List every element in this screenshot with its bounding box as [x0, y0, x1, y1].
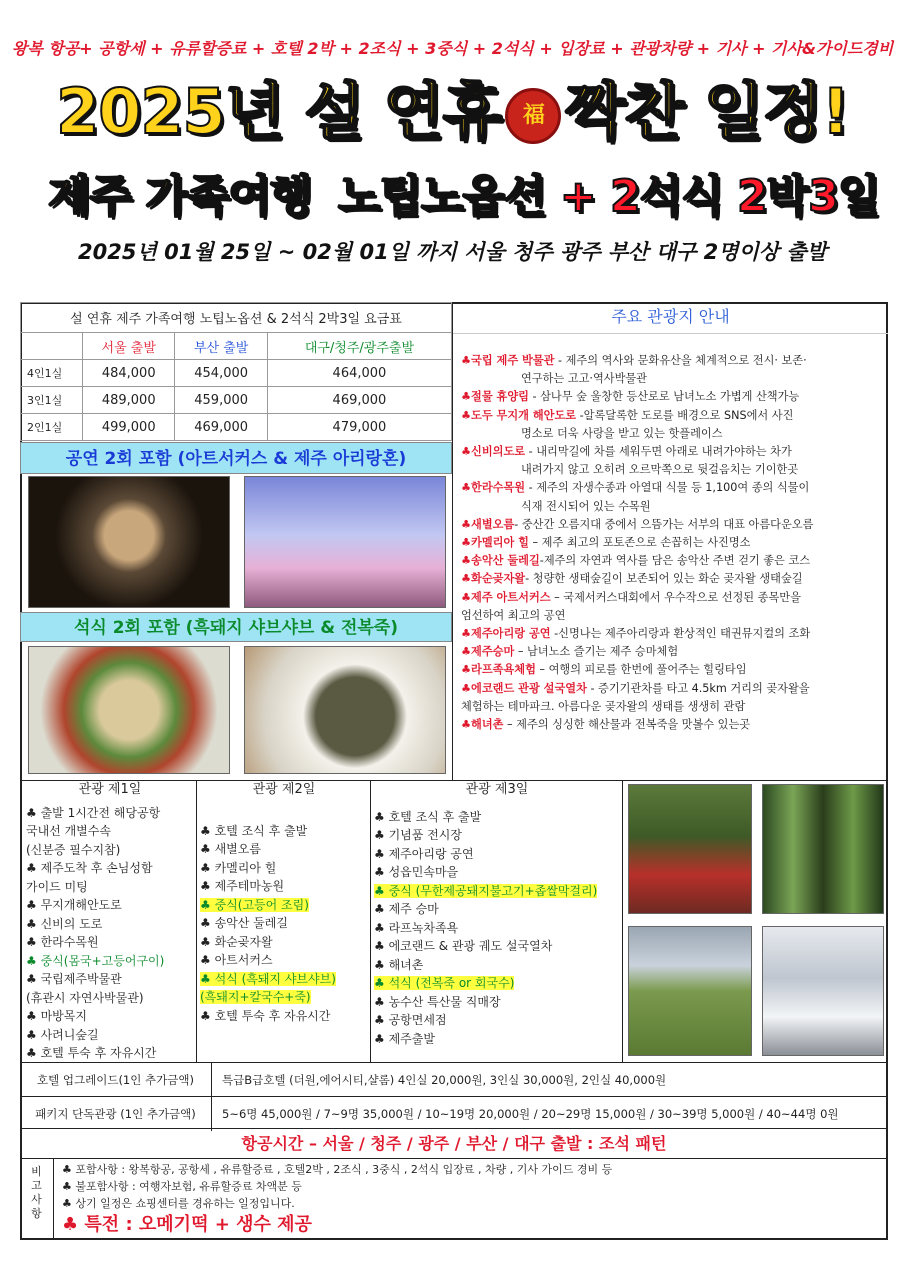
club-icon: ♣ — [461, 408, 472, 422]
sight-name: 새별오름 — [471, 517, 515, 531]
price-table-caption: 설 연휴 제주 가족여행 노팁노옵션 & 2석식 2박3일 요금표 — [21, 303, 452, 333]
title-right: 짝찬 일정! — [565, 75, 849, 148]
flight-info: 항공시간 – 서울 / 청주 / 광주 / 부산 / 대구 출발 : 조석 패턴 — [20, 1128, 888, 1158]
travel-dates: 2025년 01월 25일 ~ 02월 01일 까지 서울 청주 광주 부산 대구 2명이상 출발 — [78, 240, 827, 264]
sight-desc: - 중산간 오름지대 중에서 으뜸가는 서부의 대표 아름다운오름 — [514, 517, 814, 531]
club-icon: ♣ — [461, 517, 472, 531]
divider — [622, 780, 623, 1062]
sights-list — [453, 334, 888, 734]
sight-desc: – 제주의 싱싱한 해산물과 전복죽을 맛볼수 있는곳 — [503, 718, 751, 732]
fortune-seal-icon: 福 — [505, 88, 561, 144]
list-item: ♣ 제주테마농원 — [200, 879, 285, 893]
table-row: 2인1실 499,000 469,000 479,000 — [21, 414, 452, 441]
notes-section — [20, 1158, 888, 1240]
list-item: ♣ 신비의 도로 — [26, 916, 103, 931]
hotel-upgrade-value: 특급B급호텔 (더원,에어시티,샬롬) 4인실 20,000원, 3인실 30,000원, 2인실 40,000원 — [222, 1073, 667, 1087]
list-item: ♣ 출발 1시간전 해당공항 — [26, 805, 161, 820]
day-title: 관광 제3일 — [465, 782, 529, 797]
list-item — [461, 443, 882, 479]
title-jeju-family: 제주 가족여행 — [48, 171, 312, 222]
club-icon: ♣ — [461, 718, 472, 732]
list-item: ♣ 한라수목원 — [26, 935, 99, 949]
list-item: (휴관시 자연사박물관) — [26, 990, 144, 1005]
list-item: ♣ 마방목지 — [26, 1009, 87, 1023]
title-left: 2025년 설 연휴 — [56, 75, 502, 148]
club-icon: ♣ — [461, 536, 472, 550]
sight-desc: -제주의 자연과 역사를 담은 송악산 주변 걷기 좋은 코스 — [539, 554, 811, 568]
club-icon: ♣ — [461, 681, 472, 695]
list-item — [461, 643, 882, 661]
sight-name: 절물 휴양림 — [471, 390, 529, 404]
sight-name: 한라수목원 — [471, 481, 526, 495]
list-item — [461, 407, 882, 443]
sight-name: 해녀촌 — [471, 718, 504, 732]
sight-desc: - 삼나무 숲 울창한 등산로로 남녀노소 가볍게 산책가능 — [528, 390, 800, 404]
itinerary-day3 — [374, 781, 620, 1048]
sights-title: 주요 관광지 안내 — [453, 302, 888, 334]
list-item: ♣ 사려니숲길 — [26, 1027, 99, 1042]
day-title: 관광 제2일 — [252, 782, 316, 797]
sight-name: 송악산 둘레길 — [471, 554, 540, 568]
list-item: 국내선 개별수속 — [26, 824, 111, 838]
list-item: ♣ 라프녹차족욕 — [374, 920, 459, 935]
table-row: 4인1실 484,000 454,000 464,000 — [21, 360, 452, 387]
sight-desc-cont: 식재 전시되어 있는 수목원 — [521, 499, 651, 513]
list-item: ♣ 송악산 둘레길 — [200, 916, 288, 930]
sight-desc: - 청량한 생태숲길이 보존되어 있는 화순 곶자왈 생태숲길 — [525, 572, 803, 586]
sights-panel — [452, 302, 888, 780]
itinerary-day2 — [200, 781, 368, 1025]
sight-desc: - 내리막길에 차를 세워두면 아래로 내려가야하는 차가 — [525, 445, 792, 459]
list-item: ♣ 석식 (전복죽 or 회국수) — [374, 976, 515, 990]
sight-desc-cont: 내려가지 않고 오히려 오르막쪽으로 뒷걸음치는 기이한곳 — [521, 463, 799, 477]
list-item: ♣ 새별오름 — [200, 842, 261, 856]
club-icon: ♣ — [461, 390, 472, 404]
private-tour-row — [20, 1096, 888, 1130]
club-icon: ♣ — [461, 590, 472, 604]
list-item: (흑돼지+칼국수+죽) — [200, 990, 311, 1004]
note-excluded: ♣ 불포함사항 : 여행자보험, 유류할증료 차액분 등 — [62, 1180, 302, 1193]
list-item: (신분증 필수지참) — [26, 842, 121, 857]
club-icon: ♣ — [461, 645, 472, 659]
divider — [196, 780, 197, 1062]
private-tour-value: 5~6명 45,000원 / 7~9명 35,000원 / 10~19명 20,000원 / 20~29명 15,000원 / 30~39명 5,000원 / 40~44명 0원 — [222, 1107, 839, 1121]
title-notip: 노팁노옵션 + 2석식 2박3일 — [338, 171, 880, 222]
sight-name: 도두 무지개 해안도로 — [471, 408, 577, 422]
price-col-busan: 부산 출발 — [175, 333, 267, 360]
sight-desc: -신명나는 제주아리랑과 환상적인 태권뮤지컬의 조화 — [550, 627, 811, 641]
list-item: ♣ 해녀촌 — [374, 957, 424, 972]
sight-name: 카멜리아 힐 — [471, 536, 529, 550]
list-item: ♣ 호텔 조식 후 출발 — [200, 823, 308, 838]
price-col-blank — [21, 333, 83, 360]
price-col-daegu: 대구/청주/광주출발 — [267, 333, 451, 360]
list-item — [461, 388, 882, 406]
sight-desc: – 국제서커스대회에서 우수작으로 선정된 종목만을 — [550, 590, 801, 604]
sight-desc: - 제주의 역사와 문화유산을 체계적으로 전시· 보존· — [554, 354, 807, 367]
sight-name: 제주아리랑 공연 — [471, 627, 551, 641]
club-icon: ♣ — [461, 627, 472, 641]
sight-desc: - 증기기관차를 타고 4.5km 거리의 곶자왈을 — [586, 681, 810, 695]
sight-desc: – 여행의 피로를 한번에 풀어주는 힐링타임 — [535, 663, 747, 677]
horse-ranch-photo — [628, 926, 752, 1056]
list-item — [461, 661, 882, 679]
day-title: 관광 제1일 — [78, 782, 142, 797]
list-item: ♣ 제주도착 후 손님성함 — [26, 861, 153, 875]
sight-name: 신비의도로 — [471, 445, 526, 459]
shows-banner: 공연 2회 포함 (아트서커스 & 제주 아리랑혼) — [20, 442, 452, 474]
list-item: ♣ 기념품 전시장 — [374, 828, 462, 842]
list-item — [461, 352, 882, 388]
list-item: ♣ 중식 (무한제공돼지불고기+좁쌀막걸리) — [374, 883, 598, 898]
dinner-banner: 석식 2회 포함 (흑돼지 샤브샤브 & 전복죽) — [20, 612, 452, 642]
camellia-hill-photo — [628, 784, 752, 914]
list-item — [461, 589, 882, 625]
table-row: 3인1실 489,000 459,000 469,000 — [21, 387, 452, 414]
list-item: ♣ 농수산 특산물 직매장 — [374, 994, 501, 1009]
club-icon: ♣ — [461, 481, 472, 495]
hotel-upgrade-label: 호텔 업그레이드(1인 추가금액) — [20, 1063, 212, 1097]
private-tour-label: 패키지 단독관광 (1인 추가금액) — [20, 1097, 212, 1131]
sight-name: 제주 아트서커스 — [471, 590, 551, 604]
sight-name: 제주승마 — [471, 645, 515, 659]
list-item: ♣ 제주 승마 — [374, 902, 439, 916]
divider — [370, 780, 371, 1062]
list-item — [461, 570, 882, 588]
sight-desc-cont: 명소로 더욱 사랑을 받고 있는 핫플레이스 — [521, 426, 723, 440]
list-item — [461, 534, 882, 552]
sight-name: 라프족욕체험 — [471, 663, 536, 677]
sight-desc-cont: 엄선하여 최고의 공연 — [461, 608, 566, 622]
list-item — [461, 516, 882, 534]
price-col-seoul: 서울 출발 — [83, 333, 175, 360]
club-icon: ♣ — [461, 572, 472, 586]
sight-desc: -알록달록한 도로를 배경으로 SNS에서 사진 — [576, 408, 794, 422]
list-item: ♣ 에코랜드 & 관광 궤도 설국열차 — [374, 939, 553, 953]
club-icon: ♣ — [461, 445, 472, 459]
list-item: ♣ 호텔 투숙 후 자유시간 — [200, 1008, 331, 1023]
list-item: ♣ 아트서커스 — [200, 953, 273, 967]
sight-desc: – 남녀노소 즐기는 제주 승마체험 — [514, 645, 679, 659]
list-item — [461, 625, 882, 643]
list-item — [461, 716, 882, 734]
list-item: 가이드 미팅 — [26, 879, 88, 894]
club-icon: ♣ — [461, 663, 472, 677]
list-item: ♣ 제주출발 — [374, 1031, 435, 1046]
club-icon: ♣ — [461, 554, 472, 568]
list-item: ♣ 중식(고등어 조림) — [200, 897, 309, 912]
club-icon: ♣ — [461, 354, 472, 367]
itinerary-day1 — [26, 781, 194, 1063]
list-item — [461, 479, 882, 515]
list-item: ♣ 공항면세점 — [374, 1013, 447, 1027]
list-item: ♣ 무지개해안도로 — [26, 898, 122, 912]
sight-desc: – 제주 최고의 포토존으로 손꼽히는 사진명소 — [528, 536, 751, 550]
sight-desc-cont: 체험하는 테마파크. 아름다운 곶자왈의 생태를 생생히 관람 — [461, 699, 746, 713]
ecoland-train-photo — [762, 926, 884, 1056]
list-item: ♣ 제주아리랑 공연 — [374, 846, 474, 861]
list-item: ♣ 성읍민속마을 — [374, 865, 459, 879]
list-item: ♣ 중식(몸국+고등어구이) — [26, 953, 165, 968]
note-special: ♣ 특전 : 오메기떡 + 생수 제공 — [62, 1214, 312, 1235]
list-item: ♣ 화순곶자왈 — [200, 934, 273, 949]
list-item — [461, 552, 882, 570]
list-item: ♣ 호텔 조식 후 출발 — [374, 809, 482, 824]
art-circus-photo — [28, 476, 230, 608]
note-shopping: ♣ 상기 일정은 쇼핑센터를 경유하는 일정입니다. — [62, 1197, 295, 1210]
hotel-upgrade-row — [20, 1062, 888, 1096]
subtitle-inclusions: 왕복 항공+ 공항세 + 유류할증료 + 호텔 2박 + 2조식 + 3중식 + 2석식 + 입장료 + 관광차량 + 기사 + 기사&가이드경비 — [11, 39, 894, 58]
notes-side-label: 비 고 사 항 — [20, 1159, 54, 1239]
main-title — [0, 62, 905, 151]
arirang-show-photo — [244, 476, 446, 608]
list-item: ♣ 호텔 투숙 후 자유시간 — [26, 1046, 157, 1060]
sight-desc: - 제주의 자생수종과 아열대 식물 등 1,100여 종의 식물이 — [525, 481, 810, 495]
saryeoni-forest-photo — [762, 784, 884, 914]
list-item: ♣ 석식 (흑돼지 샤브샤브) — [200, 971, 336, 986]
sight-desc-cont: 연구하는 고고·역사박물관 — [521, 372, 647, 386]
note-included: ♣ 포함사항 : 왕복항공, 공항세 , 유류할증료 , 호텔2박 , 2조식 , 3중식 , 2석식 입장료 , 차량 , 기사 가이드 경비 등 — [62, 1163, 613, 1176]
shabu-shabu-photo — [28, 646, 230, 774]
sight-name: 화순곶자왈 — [471, 572, 526, 586]
list-item — [461, 680, 882, 716]
list-item: ♣ 국립제주박물관 — [26, 972, 122, 986]
list-item: ♣ 카멜리아 힐 — [200, 860, 277, 875]
abalone-porridge-photo — [244, 646, 446, 774]
sight-name: 에코랜드 관광 설국열차 — [471, 681, 587, 695]
price-table — [20, 302, 452, 441]
sight-name: 국립 제주 박물관 — [471, 354, 555, 367]
